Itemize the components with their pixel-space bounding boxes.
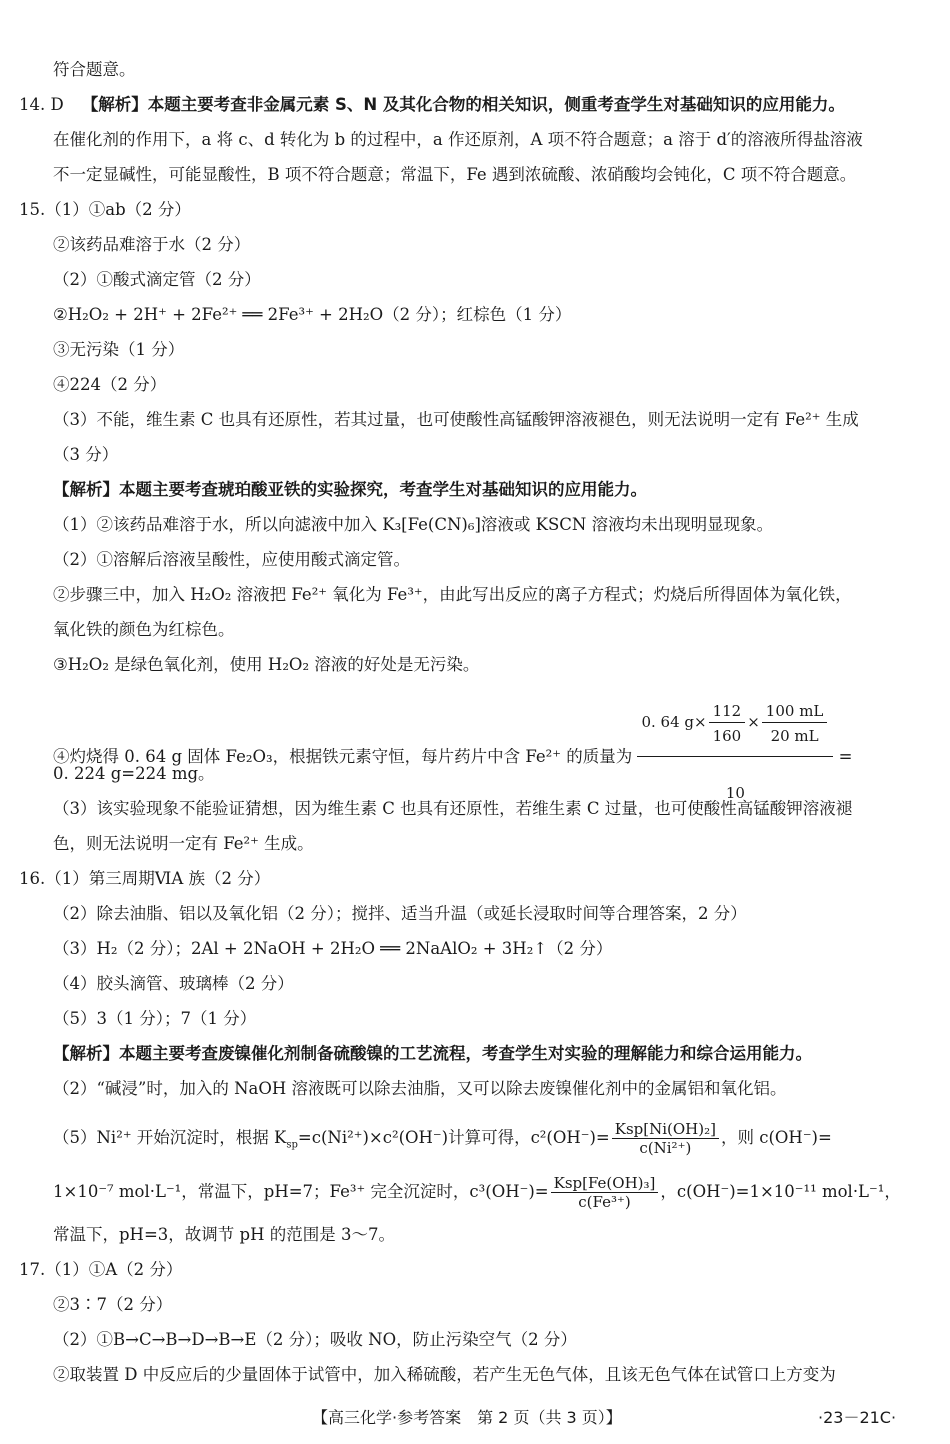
- numerator-prefix: 0. 64 g×: [641, 713, 707, 731]
- text-line: （2）①酸式滴定管（2 分）: [53, 270, 261, 289]
- text-line: 0. 224 g=224 mg。: [53, 764, 215, 783]
- text-line: ③无污染（1 分）: [53, 340, 185, 359]
- question-16-line: 16.（1）第三周期ⅥA 族（2 分）: [19, 869, 271, 888]
- question-15-line: 15.（1）①ab（2 分）: [19, 200, 191, 219]
- text-line: （2）①溶解后溶液呈酸性，应使用酸式滴定管。: [53, 550, 410, 569]
- text-segment: ，c(OH⁻)=1×10⁻¹¹ mol·L⁻¹，: [660, 1182, 901, 1201]
- text-line: 色，则无法说明一定有 Fe²⁺ 生成。: [53, 834, 314, 853]
- text-line: （2）除去油脂、铝以及氧化铝（2 分）；搅拌、适当升温（或延长浸取时间等合理答案，2 分）: [53, 904, 747, 923]
- text-segment: 1×10⁻⁷ mol·L⁻¹，常温下，pH=7；Fe³⁺ 完全沉淀时，c³(OH⁻)=: [53, 1182, 549, 1201]
- text-line: ②步骤三中，加入 H₂O₂ 溶液把 Fe²⁺ 氧化为 Fe³⁺，由此写出反应的离子方程式；灼烧后所得固体为氧化铁，: [53, 585, 852, 604]
- analysis-heading: 【解析】本题主要考查琥珀酸亚铁的实验探究，考查学生对基础知识的应用能力。: [53, 480, 647, 499]
- question-number: 14. D: [19, 95, 64, 114]
- text-segment: =c(Ni²⁺)×c²(OH⁻)计算可得，c²(OH⁻)=: [297, 1128, 610, 1147]
- fraction-numerator: [637, 690, 833, 757]
- fraction-top: 100 mL: [762, 702, 828, 723]
- footer-code: ·23－21C·: [818, 1408, 897, 1427]
- question-14-line: [19, 94, 845, 116]
- text-line: ③H₂O₂ 是绿色氧化剂，使用 H₂O₂ 溶液的好处是无污染。: [53, 655, 480, 674]
- text-line: 符合题意。: [53, 60, 136, 79]
- text-segment: （5）Ni²⁺ 开始沉淀时，根据 K: [53, 1128, 287, 1147]
- text-line: ④224（2 分）: [53, 375, 167, 394]
- text-line: （3）该实验现象不能验证猜想，因为维生素 C 也具有还原性，若维生素 C 过量，也可使酸性高锰酸钾溶液褪: [53, 799, 853, 818]
- text-line: ②取装置 D 中反应后的少量固体于试管中，加入稀硫酸，若产生无色气体，且该无色气体在试管口上方变为: [53, 1365, 836, 1384]
- text-line: 氧化铁的颜色为红棕色。: [53, 620, 235, 639]
- fraction-top: Ksp[Fe(OH)₃]: [551, 1174, 659, 1193]
- text-segment: ，则 c(OH⁻)=: [720, 1128, 832, 1147]
- text-line: 不一定显碱性，可能显酸性，B 项不符合题意；常温下，Fe 遇到浓硫酸、浓硝酸均会钝化，C 项不符合题意。: [53, 165, 857, 184]
- footer-title: 【高三化学·参考答案 第 2 页（共 3 页）】: [312, 1408, 622, 1427]
- ksp-line: （5）Ni²⁺ 开始沉淀时，根据 $K_{sp}=c(Ni^{2+})\times c^2(OH^-)$计算可得，c²(OH⁻)= $\frac{\text{Ksp[Ni(OH)₂]}}{\text{c(Ni²⁺)}}$ ，则 c(OH⁻)=: [53, 1120, 832, 1157]
- ksp-ni-fraction: [612, 1120, 719, 1157]
- text-line: 在催化剂的作用下，a 将 c、d 转化为 b 的过程中，a 作还原剂，A 项不符合题意；a 溶于 d′的溶液所得盐溶液: [53, 130, 863, 149]
- fraction-bottom: 160: [712, 726, 742, 745]
- equation-line: （3）H₂（2 分）；2Al + 2NaOH + 2H₂O ══ 2NaAlO₂ + 3H₂↑（2 分）: [53, 939, 613, 958]
- equals-sign: =: [838, 747, 853, 766]
- text-line: （2）“碱浸”时，加入的 NaOH 溶液既可以除去油脂，又可以除去废镍催化剂中的金属铝和氧化铝。: [53, 1079, 787, 1098]
- fraction-bottom: c(Ni²⁺): [639, 1139, 692, 1157]
- analysis-heading: 【解析】本题主要考查非金属元素 S、N 及其化合物的相关知识，侧重考查学生对基础知识的应用能力。: [81, 95, 845, 114]
- text-line: （2）①B→C→B→D→B→E（2 分）；吸收 NO，防止污染空气（2 分）: [53, 1330, 577, 1349]
- question-17-line: 17.（1）①A（2 分）: [19, 1260, 183, 1279]
- text-line: （3）不能，维生素 C 也具有还原性，若其过量，也可使酸性高锰酸钾溶液褪色，则无法说明一定有 Fe²⁺ 生成: [53, 410, 859, 429]
- fraction-bottom: c(Fe³⁺): [578, 1193, 631, 1211]
- text-line: （5）3（1 分）；7（1 分）: [53, 1009, 257, 1028]
- fraction-volume: [762, 702, 828, 745]
- text-line: ②3∶7（2 分）: [53, 1295, 173, 1314]
- ksp-fe-fraction: [551, 1174, 659, 1211]
- text-line: （4）胶头滴管、玻璃棒（2 分）: [53, 974, 294, 993]
- ksp-line: [53, 1170, 901, 1214]
- calculation-text: ④灼烧得 0. 64 g 固体 Fe₂O₃，根据铁元素守恒，每片药片中含 Fe²⁺ 的质量为: [53, 747, 633, 766]
- equation-line: ②H₂O₂ + 2H⁺ + 2Fe²⁺ ══ 2Fe³⁺ + 2H₂O（2 分）；红棕色（1 分）: [53, 305, 572, 324]
- text-line: ②该药品难溶于水（2 分）: [53, 235, 251, 254]
- fraction-112-160: [709, 702, 746, 745]
- analysis-heading: 【解析】本题主要考查废镍催化剂制备硫酸镍的工艺流程，考查学生对实验的理解能力和综合运用能力。: [53, 1044, 812, 1063]
- fraction-denominator: 10: [725, 784, 745, 802]
- text-line: （3 分）: [53, 445, 119, 464]
- text-line: 常温下，pH=3，故调节 pH 的范围是 3～7。: [53, 1225, 395, 1244]
- text-line: （1）②该药品难溶于水，所以向滤液中加入 K₃[Fe(CN)₆]溶液或 KSCN 溶液均未出现明显现象。: [53, 515, 774, 534]
- fraction-top: Ksp[Ni(OH)₂]: [612, 1120, 719, 1139]
- fraction-bottom: 20 mL: [770, 726, 819, 745]
- times-sign: ×: [747, 713, 760, 731]
- fraction-top: 112: [709, 702, 746, 723]
